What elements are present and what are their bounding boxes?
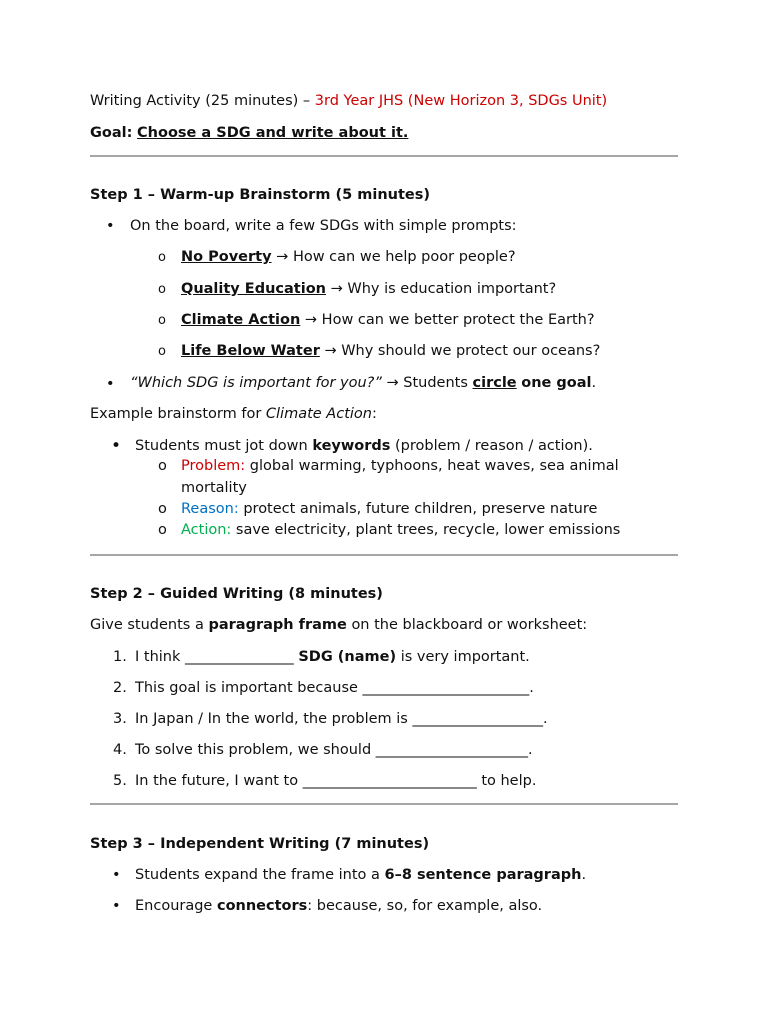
step3-heading: Step 3 – Independent Writing (7 minutes) xyxy=(90,836,430,852)
list-number: 3. xyxy=(113,711,127,727)
step1-bullet-question: “Which SDG is important for you?” → Students circle one goal. xyxy=(130,375,597,391)
activity-subtitle: 3rd Year JHS (New Horizon 3, SDGs Unit) xyxy=(314,93,608,109)
step2-heading: Step 2 – Guided Writing (8 minutes) xyxy=(90,586,383,602)
bullet-icon: • xyxy=(111,436,122,456)
goal-label: Goal: xyxy=(90,125,133,141)
list-number: 1. xyxy=(113,649,127,665)
arrow-icon: → xyxy=(304,312,318,328)
arrow-icon: → xyxy=(386,375,399,391)
sub-bullet-icon: o xyxy=(158,501,167,517)
step1-bullet-board: On the board, write a few SDGs with simple prompts: xyxy=(130,218,517,234)
sub-bullet-icon: o xyxy=(158,344,166,359)
sub-bullet-icon: o xyxy=(158,313,166,328)
list-number: 2. xyxy=(113,680,127,696)
divider xyxy=(90,803,678,805)
step3-bullet: Encourage connectors: because, so, for example, also. xyxy=(135,898,543,914)
frame-item: I think _______________ SDG (name) is very important. xyxy=(135,649,530,665)
prompt-item: Life Below Water → Why should we protect our oceans? xyxy=(181,343,601,359)
sub-bullet-icon: o xyxy=(158,522,167,538)
list-number: 5. xyxy=(113,773,127,789)
prompt-item: Climate Action → How can we better protect the Earth? xyxy=(181,312,595,328)
bullet-icon: • xyxy=(106,218,115,234)
keywords-bullet: Students must jot down keywords (problem / reason / action). xyxy=(135,438,593,454)
goal-line xyxy=(90,124,408,142)
keyword-action: Action: save electricity, plant trees, recycle, lower emissions xyxy=(181,522,621,538)
divider xyxy=(90,554,678,556)
arrow-icon: → xyxy=(330,281,343,297)
keyword-problem-continued: mortality xyxy=(181,480,247,496)
sub-bullet-icon: o xyxy=(158,250,166,265)
arrow-icon: → xyxy=(324,343,337,359)
keyword-problem: Problem: global warming, typhoons, heat waves, sea animal xyxy=(181,458,619,474)
example-brainstorm-label: Example brainstorm for Climate Action: xyxy=(90,406,377,422)
goal-text: Choose a SDG and write about it. xyxy=(137,125,409,141)
frame-item: This goal is important because _______________________. xyxy=(135,680,534,696)
frame-item: To solve this problem, we should _____________________. xyxy=(135,742,533,758)
prompt-item: Quality Education → Why is education important? xyxy=(181,281,557,297)
arrow-icon: → xyxy=(276,249,289,265)
sub-bullet-icon: o xyxy=(158,458,167,474)
bullet-icon: • xyxy=(106,376,115,392)
step2-intro: Give students a paragraph frame on the blackboard or worksheet: xyxy=(90,617,588,633)
step1-heading: Step 1 – Warm-up Brainstorm (5 minutes) xyxy=(90,187,430,203)
bullet-icon: • xyxy=(112,898,121,914)
frame-item: In Japan / In the world, the problem is __________________. xyxy=(135,711,548,727)
frame-item: In the future, I want to ________________________ to help. xyxy=(135,773,537,789)
bullet-icon: • xyxy=(112,867,121,883)
prompt-item: No Poverty → How can we help poor people? xyxy=(181,249,516,265)
keyword-reason: Reason: protect animals, future children, preserve nature xyxy=(181,501,598,517)
list-number: 4. xyxy=(113,742,127,758)
activity-title: Writing Activity (25 minutes) – 3rd Year JHS (New Horizon 3, SDGs Unit) xyxy=(90,93,608,109)
divider xyxy=(90,155,678,157)
step3-bullet: Students expand the frame into a 6–8 sentence paragraph. xyxy=(135,867,587,883)
sub-bullet-icon: o xyxy=(158,282,166,297)
